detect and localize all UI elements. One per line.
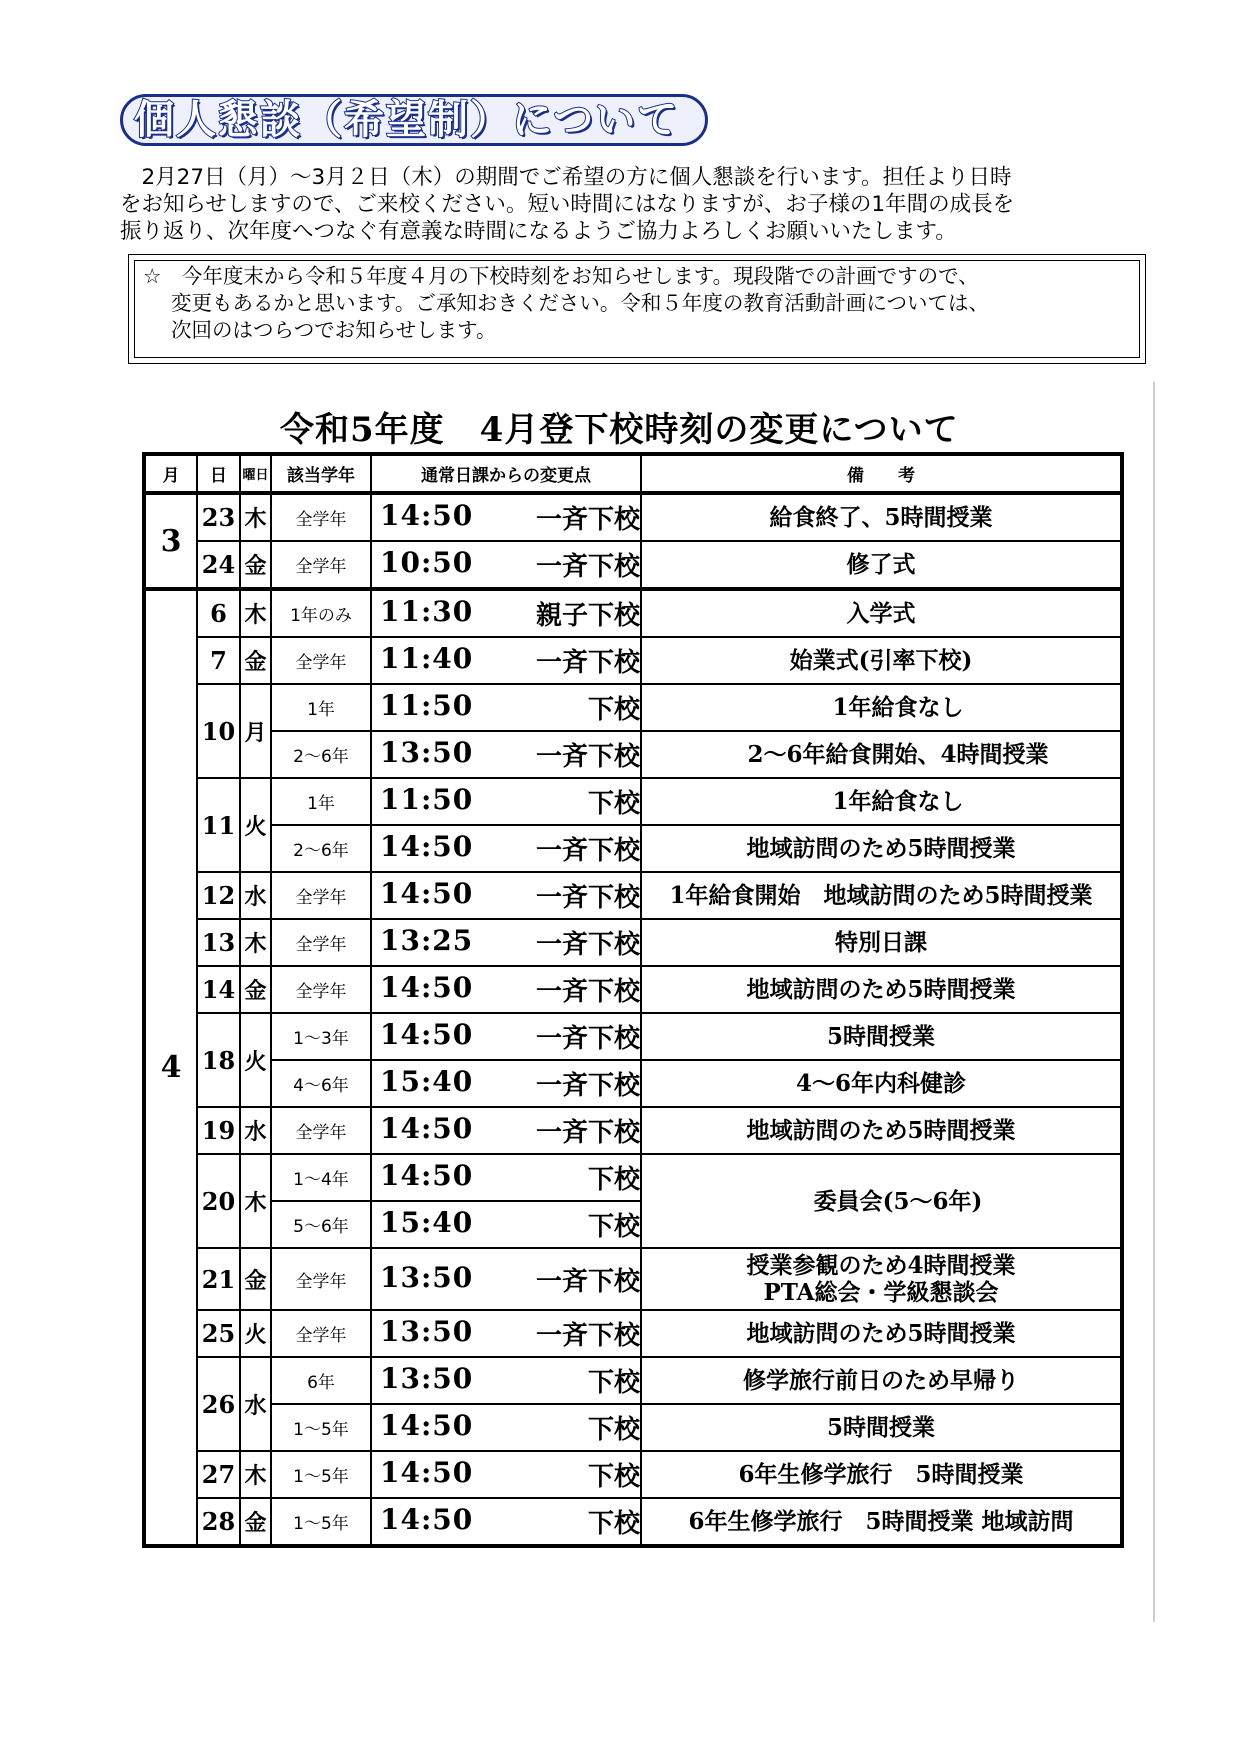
table-row	[144, 966, 1122, 1013]
notes-cell: 特別日課	[641, 919, 1122, 966]
notes-cell: 地域訪問のため5時間授業	[641, 1310, 1122, 1357]
day-cell: 27	[197, 1451, 240, 1498]
dismissal-type: 一斉下校	[535, 1321, 640, 1351]
grade-cell: 5～6年	[271, 1201, 371, 1248]
change-cell	[371, 684, 641, 731]
grade-cell: 全学年	[271, 1248, 371, 1310]
change-cell	[371, 1451, 641, 1498]
grade-cell: 全学年	[271, 966, 371, 1013]
dismissal-time: 15:40	[380, 1065, 474, 1098]
table-row	[144, 1357, 1122, 1404]
notes-cell: 1年給食なし	[641, 684, 1122, 731]
header-month: 月	[144, 454, 197, 493]
day-cell: 23	[197, 493, 240, 541]
notes-cell: 地域訪問のため5時間授業	[641, 966, 1122, 1013]
change-cell	[371, 872, 641, 919]
table-row	[144, 1154, 1122, 1201]
change-cell	[371, 1201, 641, 1248]
notes-cell: 1年給食なし	[641, 778, 1122, 825]
table-row	[144, 684, 1122, 731]
change-cell	[371, 825, 641, 872]
grade-cell: 全学年	[271, 872, 371, 919]
dismissal-time: 11:50	[380, 783, 474, 816]
notes-line-1: 授業参観のため4時間授業	[746, 1252, 1016, 1279]
grade-cell: 全学年	[271, 919, 371, 966]
day-cell: 28	[197, 1498, 240, 1546]
notice-box	[128, 254, 1146, 364]
day-cell: 25	[197, 1310, 240, 1357]
day-cell: 12	[197, 872, 240, 919]
day-cell: 20	[197, 1154, 240, 1248]
dismissal-time: 14:50	[380, 1503, 474, 1536]
dismissal-type: 一斉下校	[535, 1266, 640, 1297]
dismissal-time: 14:50	[380, 877, 474, 910]
change-cell	[371, 1060, 641, 1107]
change-cell	[371, 493, 641, 541]
grade-cell: 2～6年	[271, 825, 371, 872]
day-cell: 18	[197, 1013, 240, 1107]
dismissal-type: 一斉下校	[535, 930, 640, 960]
dismissal-type: 一斉下校	[535, 883, 640, 913]
table-row	[144, 1498, 1122, 1546]
day-cell: 7	[197, 637, 240, 684]
dismissal-type: 下校	[587, 1509, 640, 1539]
notes-cell: 修学旅行前日のため早帰り	[641, 1357, 1122, 1404]
dismissal-type: 一斉下校	[535, 742, 640, 772]
dismissal-type: 一斉下校	[535, 836, 640, 866]
weekday-cell: 金	[240, 637, 271, 684]
day-cell: 13	[197, 919, 240, 966]
page-title: 個人懇談（希望制）について	[134, 97, 680, 143]
table-row	[144, 1248, 1122, 1310]
dismissal-time: 14:50	[380, 830, 474, 863]
change-cell	[371, 1404, 641, 1451]
grade-cell: 全学年	[271, 1310, 371, 1357]
change-cell	[371, 966, 641, 1013]
table-row	[144, 778, 1122, 825]
weekday-cell: 水	[240, 1357, 271, 1451]
header-change: 通常日課からの変更点	[371, 454, 641, 493]
grade-cell: 1年	[271, 684, 371, 731]
grade-cell: 1年	[271, 778, 371, 825]
grade-cell: 1～5年	[271, 1451, 371, 1498]
grade-cell: 全学年	[271, 541, 371, 589]
dismissal-time: 13:50	[380, 1260, 474, 1294]
dismissal-time: 10:50	[380, 546, 474, 579]
grade-cell: 全学年	[271, 637, 371, 684]
grade-cell: 1～4年	[271, 1154, 371, 1201]
change-cell	[371, 1248, 641, 1310]
table-row	[144, 825, 1122, 872]
intro-paragraph: 2月27日（月）～3月２日（木）の期間でご希望の方に個人懇談を行います。担任より日時 をお知らせしますので、ご来校ください。短い時間にはなりますが、お子様の1年間の成長を 振り返り、次年度へつなぐ有意義な時間になるようご協力よろしくお願いいたします。	[120, 165, 1015, 244]
dismissal-time: 14:50	[380, 499, 474, 532]
notice-line-2: 変更もあるかと思います。ご承知おきください。令和５年度の教育活動計画については、	[171, 291, 989, 315]
dismissal-type: 下校	[587, 789, 640, 819]
day-cell: 19	[197, 1107, 240, 1154]
weekday-cell: 金	[240, 1248, 271, 1310]
day-cell: 10	[197, 684, 240, 778]
grade-cell: 全学年	[271, 493, 371, 541]
notes-cell: 地域訪問のため5時間授業	[641, 1107, 1122, 1154]
dismissal-type: 下校	[587, 1212, 640, 1242]
table-row	[144, 1310, 1122, 1357]
notes-cell: 2～6年給食開始、4時間授業	[641, 731, 1122, 778]
notes-line-2: PTA総会・学級懇談会	[763, 1279, 999, 1306]
notes-cell: 4～6年内科健診	[641, 1060, 1122, 1107]
notes-cell: 1年給食開始 地域訪問のため5時間授業	[641, 872, 1122, 919]
dismissal-time: 14:50	[380, 1409, 474, 1442]
notes-cell: 地域訪問のため5時間授業	[641, 825, 1122, 872]
header-weekday: 曜日	[240, 454, 271, 493]
weekday-cell: 金	[240, 966, 271, 1013]
change-cell	[371, 1310, 641, 1357]
weekday-cell: 木	[240, 1154, 271, 1248]
table-row	[144, 637, 1122, 684]
day-cell: 26	[197, 1357, 240, 1451]
notes-cell: 5時間授業	[641, 1404, 1122, 1451]
change-cell	[371, 1013, 641, 1060]
notes-cell	[641, 1248, 1122, 1310]
notes-cell: 給食終了、5時間授業	[641, 493, 1122, 541]
notice-line-3: 次回のはつらつでお知らせします。	[171, 318, 497, 342]
weekday-cell: 火	[240, 778, 271, 872]
table-row	[144, 541, 1122, 589]
grade-cell: 2～6年	[271, 731, 371, 778]
change-cell	[371, 1107, 641, 1154]
schedule-header-row	[144, 454, 1122, 493]
schedule-title: 令和5年度 4月登下校時刻の変更について	[280, 410, 959, 450]
weekday-cell: 木	[240, 919, 271, 966]
table-row	[144, 589, 1122, 637]
grade-cell: 1～5年	[271, 1498, 371, 1546]
table-row	[144, 919, 1122, 966]
weekday-cell: 月	[240, 684, 271, 778]
dismissal-time: 14:50	[380, 1018, 474, 1051]
heading-banner	[120, 94, 710, 148]
table-row	[144, 872, 1122, 919]
grade-cell: 1～5年	[271, 1404, 371, 1451]
grade-cell: 1～3年	[271, 1013, 371, 1060]
table-row	[144, 1404, 1122, 1451]
header-grade: 該当学年	[271, 454, 371, 493]
dismissal-time: 14:50	[380, 971, 474, 1004]
dismissal-time: 13:50	[380, 1362, 474, 1395]
dismissal-type: 一斉下校	[535, 505, 640, 535]
change-cell	[371, 541, 641, 589]
dismissal-time: 13:25	[380, 924, 474, 957]
notice-text	[143, 263, 1135, 344]
dismissal-type: 下校	[587, 695, 640, 725]
dismissal-time: 11:50	[380, 689, 474, 722]
dismissal-type: 親子下校	[535, 601, 640, 631]
dismissal-type: 下校	[587, 1462, 640, 1492]
change-cell	[371, 731, 641, 778]
notes-cell: 入学式	[641, 589, 1122, 637]
grade-cell: 全学年	[271, 1107, 371, 1154]
notes-cell: 6年生修学旅行 5時間授業	[641, 1451, 1122, 1498]
dismissal-time: 13:50	[380, 1315, 474, 1348]
notes-cell: 6年生修学旅行 5時間授業 地域訪問	[641, 1498, 1122, 1546]
table-row	[144, 731, 1122, 778]
weekday-cell: 水	[240, 1107, 271, 1154]
change-cell	[371, 637, 641, 684]
dismissal-type: 一斉下校	[535, 1071, 640, 1101]
weekday-cell: 木	[240, 589, 271, 637]
header-day: 日	[197, 454, 240, 493]
notes-cell: 修了式	[641, 541, 1122, 589]
dismissal-type: 下校	[587, 1415, 640, 1445]
grade-cell: 6年	[271, 1357, 371, 1404]
dismissal-time: 14:50	[380, 1112, 474, 1145]
dismissal-type: 一斉下校	[535, 552, 640, 582]
day-cell: 11	[197, 778, 240, 872]
weekday-cell: 火	[240, 1013, 271, 1107]
table-row	[144, 493, 1122, 541]
dismissal-type: 下校	[587, 1368, 640, 1398]
table-row	[144, 1107, 1122, 1154]
grade-cell: 4～6年	[271, 1060, 371, 1107]
notes-cell: 始業式(引率下校)	[641, 637, 1122, 684]
change-cell	[371, 1357, 641, 1404]
dismissal-type: 一斉下校	[535, 648, 640, 678]
dismissal-time: 14:50	[380, 1456, 474, 1489]
change-cell	[371, 919, 641, 966]
change-cell	[371, 778, 641, 825]
notes-cell: 5時間授業	[641, 1013, 1122, 1060]
day-cell: 21	[197, 1248, 240, 1310]
dismissal-type: 一斉下校	[535, 977, 640, 1007]
dismissal-type: 一斉下校	[535, 1024, 640, 1054]
weekday-cell: 木	[240, 493, 271, 541]
day-cell: 6	[197, 589, 240, 637]
change-cell	[371, 1498, 641, 1546]
grade-cell: 1年のみ	[271, 589, 371, 637]
weekday-cell: 金	[240, 541, 271, 589]
day-cell: 14	[197, 966, 240, 1013]
dismissal-type: 下校	[587, 1165, 640, 1195]
weekday-cell: 火	[240, 1310, 271, 1357]
month-cell: 4	[144, 589, 197, 1546]
header-notes: 備 考	[641, 454, 1122, 493]
table-row	[144, 1013, 1122, 1060]
day-cell: 24	[197, 541, 240, 589]
notice-line-1: ☆ 今年度末から令和５年度４月の下校時刻をお知らせします。現段階での計画ですので、	[143, 264, 979, 288]
dismissal-time: 11:40	[380, 642, 474, 675]
change-cell	[371, 589, 641, 637]
table-row	[144, 1451, 1122, 1498]
change-cell	[371, 1154, 641, 1201]
weekday-cell: 水	[240, 872, 271, 919]
dismissal-time: 11:30	[380, 595, 474, 628]
month-cell: 3	[144, 493, 197, 589]
page-edge-rule	[1153, 382, 1155, 1622]
dismissal-time: 14:50	[380, 1159, 474, 1192]
schedule-table	[142, 452, 1124, 1548]
weekday-cell: 金	[240, 1498, 271, 1546]
table-row	[144, 1060, 1122, 1107]
dismissal-time: 13:50	[380, 736, 474, 769]
weekday-cell: 木	[240, 1451, 271, 1498]
dismissal-type: 一斉下校	[535, 1118, 640, 1148]
dismissal-time: 15:40	[380, 1206, 474, 1239]
notes-cell: 委員会(5～6年)	[641, 1154, 1122, 1248]
